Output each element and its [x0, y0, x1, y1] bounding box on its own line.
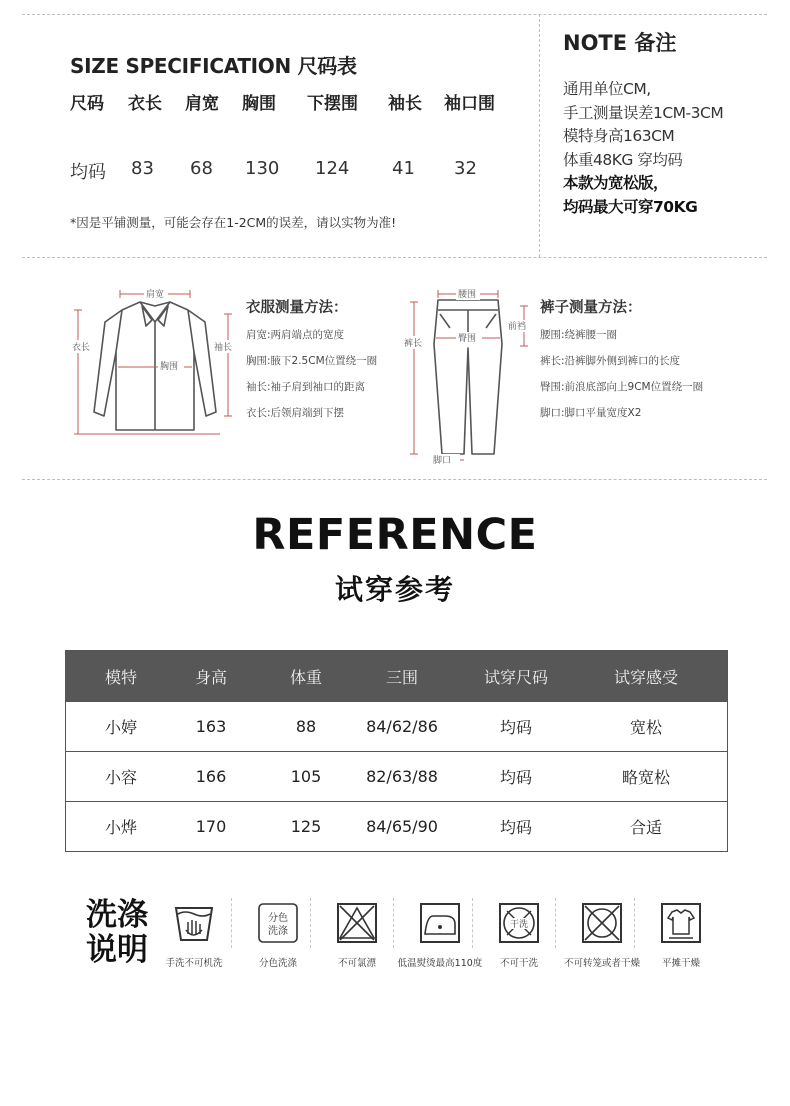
wash-separator — [555, 898, 556, 948]
shirt-measure-chest: 胸围:腋下2.5CM位置绕一圈 — [246, 355, 378, 367]
spec-value-length: 83 — [131, 158, 154, 179]
spec-header-shoulder: 肩宽 — [185, 94, 219, 114]
table-row — [66, 751, 727, 801]
size-spec-values — [70, 158, 540, 182]
no-tumble-dry-icon — [581, 900, 623, 946]
pants-measure-title: 裤子测量方法： — [540, 300, 642, 316]
note-title: NOTE 备注 — [563, 31, 677, 55]
cell-measurements: 84/62/86 — [366, 717, 438, 736]
cell-trial-size: 均码 — [499, 718, 532, 737]
size-spec-header — [70, 89, 540, 113]
cell-trial-size: 均码 — [499, 768, 532, 787]
table-row — [66, 701, 727, 751]
pants-diagram — [398, 284, 538, 466]
cell-weight: 88 — [295, 717, 317, 736]
shirt-measure-title: 衣服测量方法： — [246, 300, 348, 316]
size-spec-footnote: *因是平铺测量，可能会存在1-2CM的误差，请以实物为准! — [70, 215, 397, 230]
col-header-measurements: 三围 — [385, 667, 418, 687]
spec-header-chest: 胸围 — [242, 94, 276, 114]
wash-separator — [393, 898, 394, 948]
reference-table — [65, 650, 728, 852]
note-line: 通用单位CM, — [563, 80, 651, 98]
note-line: 手工测量误差1CM-3CM — [563, 103, 724, 122]
wash-label: 手洗不可机洗 — [165, 958, 223, 969]
shirt-measure-guide — [246, 296, 377, 426]
shirt-measure-shoulder: 肩宽:两肩端点的宽度 — [246, 329, 345, 341]
spec-value-cuff: 32 — [454, 158, 477, 179]
cell-fit-feeling: 合适 — [629, 818, 662, 837]
cell-weight: 105 — [290, 767, 322, 786]
spec-header-length: 衣长 — [128, 94, 162, 114]
shirt-label-length: 衣长 — [72, 343, 91, 353]
no-dry-clean-icon — [498, 900, 540, 946]
shirt-label-shoulder: 肩宽 — [146, 290, 165, 300]
cell-measurements: 84/65/90 — [366, 817, 438, 836]
col-header-height: 身高 — [194, 667, 227, 687]
separate-wash-icon-text-1: 分色 — [268, 913, 288, 924]
wash-label: 平摊干燥 — [661, 958, 700, 969]
pants-measure-waist: 腰围:绕裤腰一圈 — [540, 329, 618, 341]
pants-label-front-rise: 前裆 — [508, 322, 527, 332]
wash-label: 不可转笼或者干燥 — [563, 958, 640, 969]
shirt-label-sleeve: 袖长 — [214, 343, 233, 353]
size-spec-title: SIZE SPECIFICATION 尺码表 — [70, 54, 357, 78]
note-line: 体重48KG 穿均码 — [563, 150, 683, 169]
shirt-diagram — [70, 282, 240, 447]
cell-model: 小容 — [104, 768, 137, 787]
table-body — [66, 701, 727, 851]
pants-label-hip: 臀围 — [458, 334, 477, 344]
col-header-weight: 体重 — [289, 667, 322, 687]
low-iron-icon — [419, 900, 461, 946]
cell-measurements: 82/63/88 — [366, 767, 438, 786]
separate-wash-icon — [257, 900, 299, 946]
spec-header-cuff: 袖口围 — [444, 94, 495, 114]
spec-value-chest: 130 — [245, 158, 280, 179]
cell-model: 小烨 — [104, 818, 137, 837]
cell-height: 163 — [195, 717, 227, 736]
reference-title: REFERENCE — [252, 510, 538, 560]
wash-title: 洗涤说明 — [86, 897, 148, 968]
note-line: 均码最大可穿70KG — [563, 197, 698, 216]
shirt-label-chest: 胸围 — [160, 362, 179, 372]
spec-value-hem: 124 — [315, 158, 350, 179]
cell-height: 166 — [195, 767, 227, 786]
wash-separator — [310, 898, 311, 948]
diagram-divider — [22, 479, 767, 480]
note-list — [563, 78, 778, 219]
pants-measure-length: 裤长:沿裤脚外侧到裤口的长度 — [540, 355, 681, 367]
col-header-fit-feeling: 试穿感受 — [613, 667, 678, 687]
spec-value-shoulder: 68 — [190, 158, 213, 179]
wash-label: 低温熨烫最高110度 — [397, 958, 483, 969]
cell-fit-feeling: 略宽松 — [621, 768, 670, 787]
no-dry-clean-icon-text: 干洗 — [509, 920, 529, 930]
note-divider — [539, 14, 540, 257]
pants-label-hem: 脚口 — [433, 456, 452, 466]
shirt-measure-length: 衣长:后领肩端到下摆 — [246, 407, 345, 419]
top-divider — [22, 14, 767, 15]
spec-divider — [22, 257, 767, 258]
wash-label: 不可氯漂 — [337, 958, 376, 969]
cell-fit-feeling: 宽松 — [629, 718, 662, 737]
separate-wash-icon-text-2: 洗涤 — [268, 926, 288, 937]
pants-measure-guide — [540, 296, 703, 426]
hand-wash-icon — [173, 900, 215, 946]
cell-model: 小婷 — [104, 718, 137, 737]
note-line: 模特身高163CM — [563, 127, 675, 145]
table-header — [66, 651, 727, 701]
cell-height: 170 — [195, 817, 227, 836]
spec-header-size: 尺码 — [70, 94, 104, 114]
wash-label: 不可干洗 — [499, 958, 538, 969]
wash-separator — [634, 898, 635, 948]
flat-dry-icon — [660, 900, 702, 946]
spec-value-size: 均码 — [70, 162, 106, 183]
no-bleach-icon — [336, 900, 378, 946]
cell-trial-size: 均码 — [499, 818, 532, 837]
pants-measure-hem: 脚口:脚口平量宽度X2 — [540, 407, 642, 419]
wash-separator — [231, 898, 232, 948]
wash-label: 分色洗涤 — [258, 958, 297, 969]
spec-value-sleeve: 41 — [392, 158, 415, 179]
pants-measure-hip: 臀围:前浪底部向上9CM位置绕一圈 — [540, 381, 704, 393]
cell-weight: 125 — [290, 817, 322, 836]
reference-subtitle: 试穿参考 — [334, 573, 455, 606]
wash-separator — [472, 898, 473, 948]
table-row — [66, 801, 727, 851]
spec-header-hem: 下摆围 — [307, 94, 358, 114]
pants-label-waist: 腰围 — [458, 290, 477, 300]
col-header-model: 模特 — [104, 667, 137, 687]
spec-header-sleeve: 袖长 — [388, 94, 422, 114]
note-line: 本款为宽松版， — [563, 174, 669, 192]
pants-label-length: 裤长 — [404, 339, 423, 349]
shirt-measure-sleeve: 袖长:袖子肩到袖口的距离 — [246, 381, 366, 393]
col-header-trial-size: 试穿尺码 — [483, 667, 548, 687]
